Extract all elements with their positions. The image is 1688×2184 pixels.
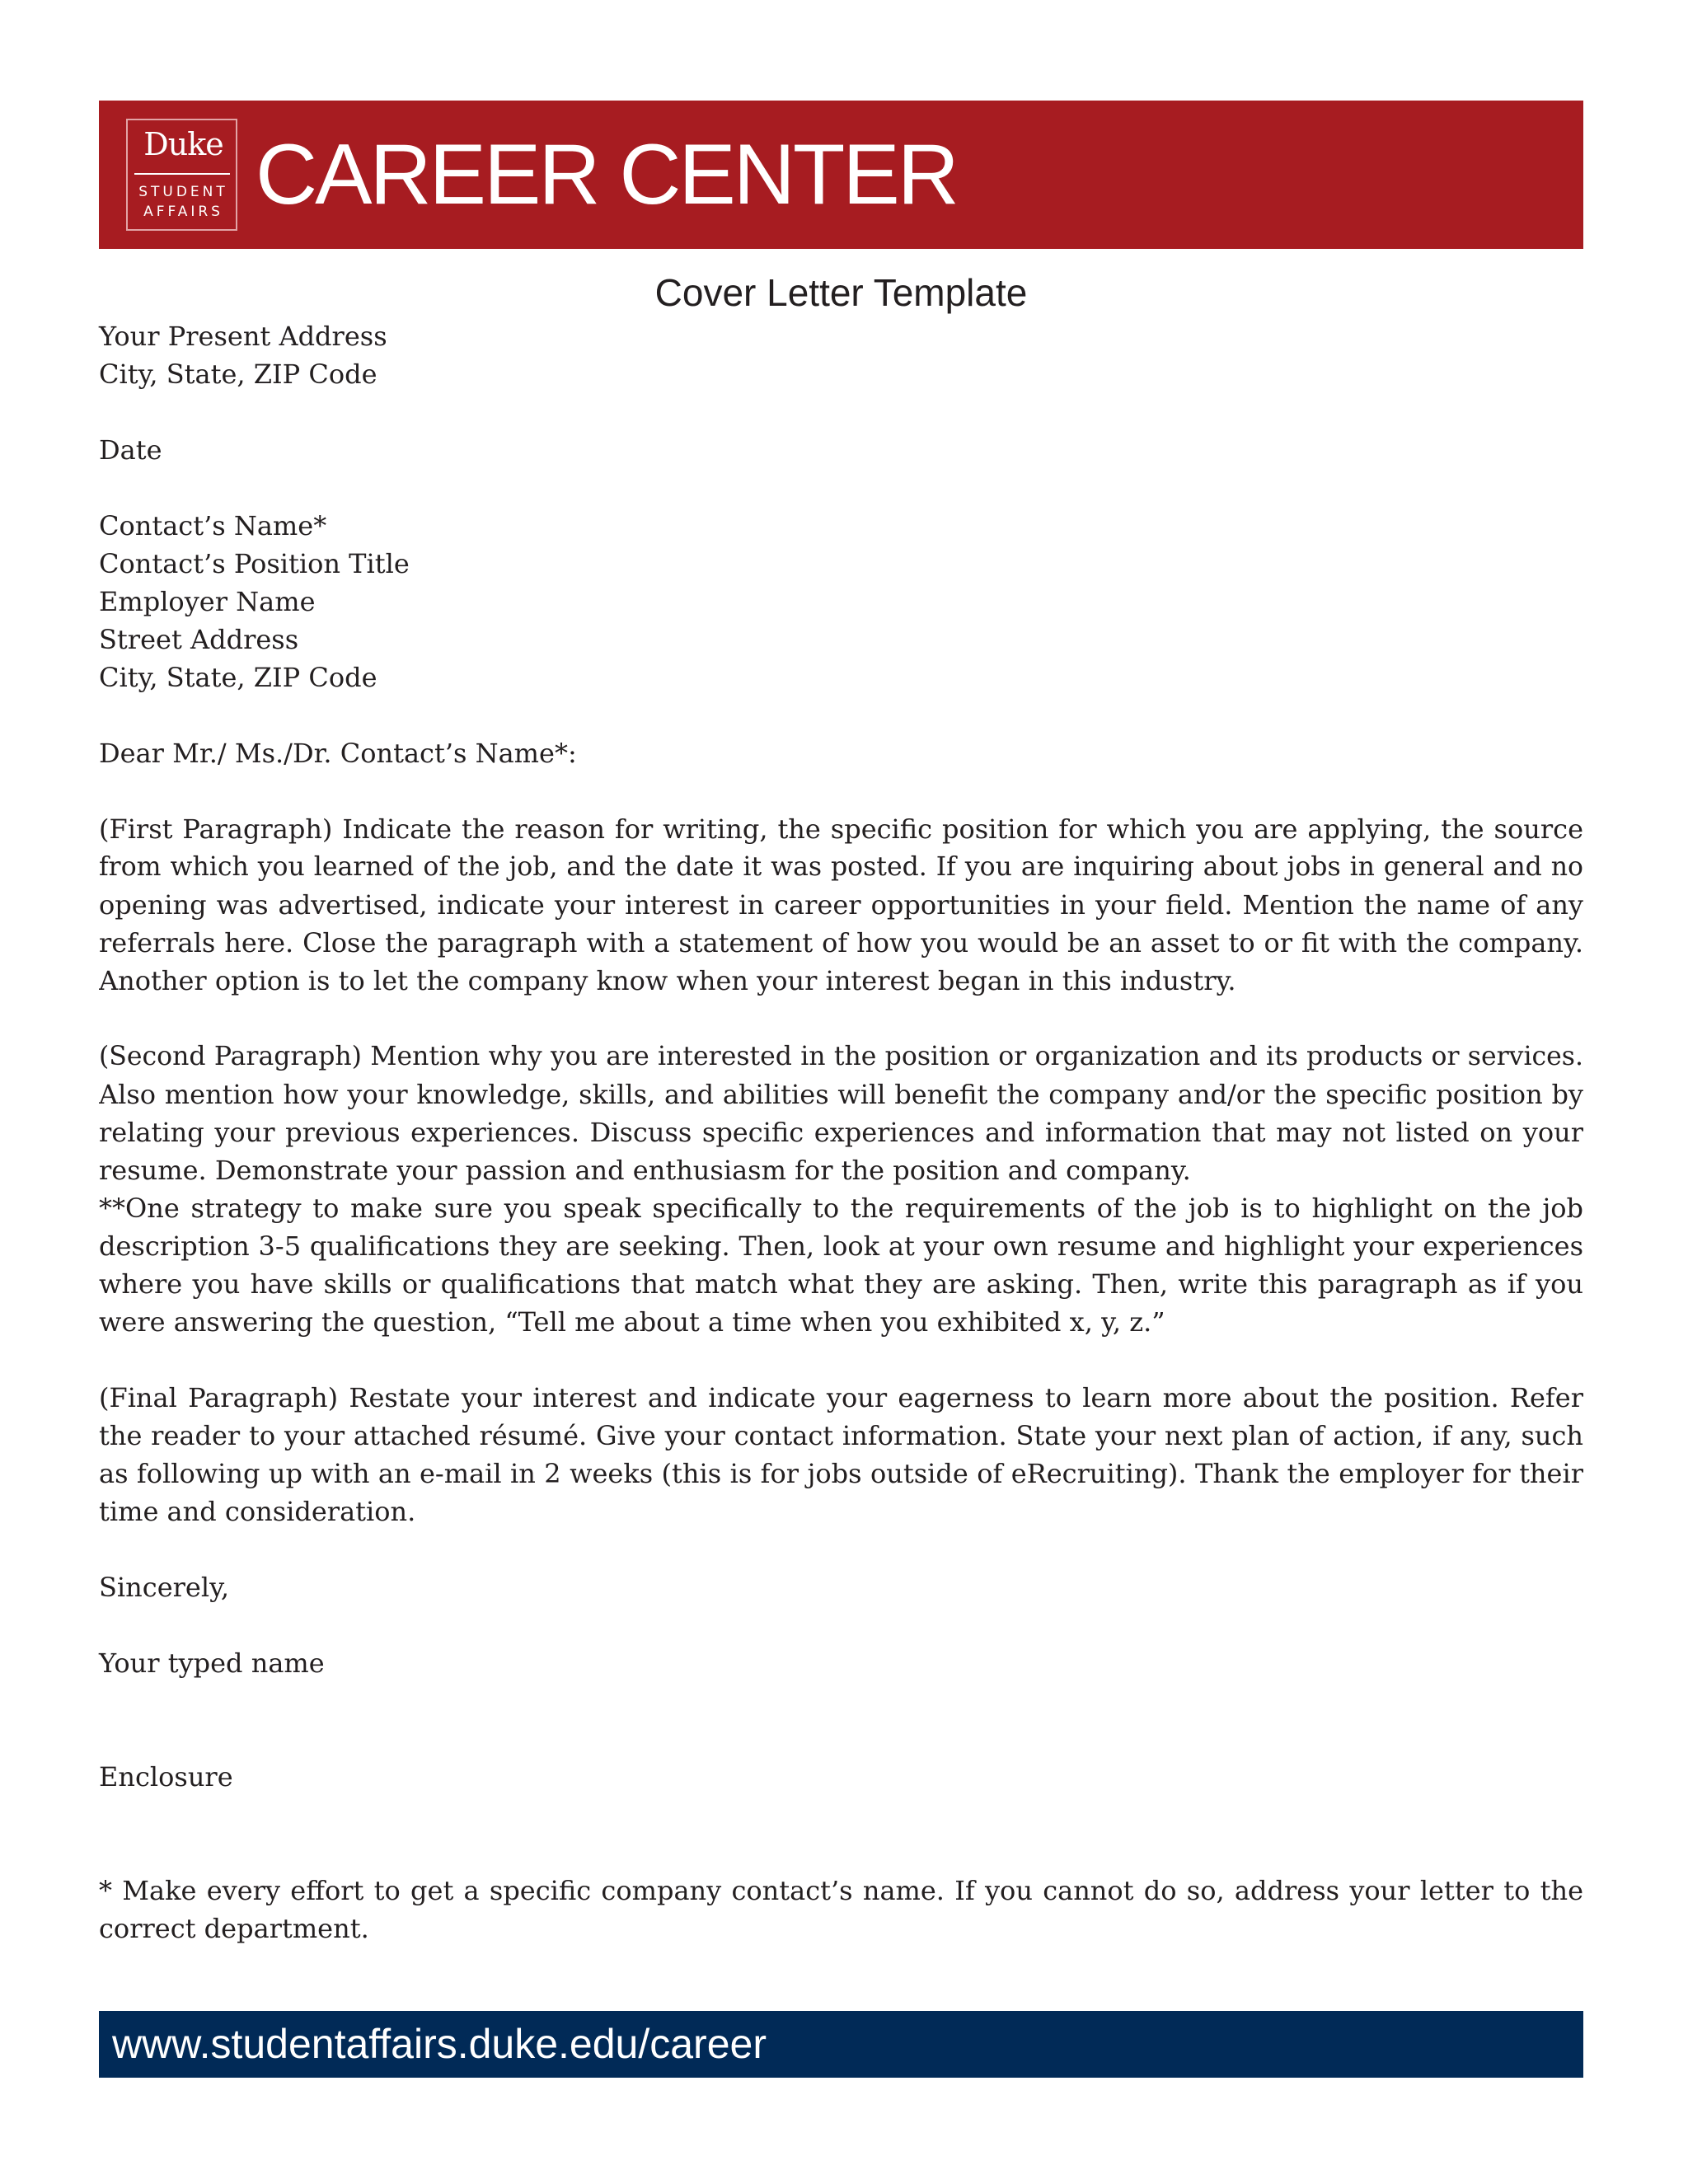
recipient-employer: Employer Name xyxy=(99,586,316,617)
paragraph-line: (Final Paragraph) Restate your interest and indicate your eagerness to learn more about the position. Refer xyxy=(99,1382,1583,1413)
paragraph-line: relating your previous experiences. Discuss specific experiences and information that may not listed on your xyxy=(99,1117,1583,1148)
letter-body xyxy=(99,317,1583,1947)
recipient-position: Contact’s Position Title xyxy=(99,548,410,579)
spacer xyxy=(99,1000,1583,1038)
paragraph-line: resume. Demonstrate your passion and enthusiasm for the position and company. xyxy=(99,1155,1191,1186)
duke-student-affairs-logo xyxy=(126,119,237,231)
enclosure: Enclosure xyxy=(99,1761,233,1793)
spacer xyxy=(99,1606,1583,1644)
salutation: Dear Mr./ Ms./Dr. Contact’s Name*: xyxy=(99,738,577,769)
paragraph-line: where you have skills or qualifications that match what they are asking. Then, write this paragraph as if you xyxy=(99,1268,1583,1300)
logo-divider xyxy=(134,173,230,175)
header-title: CAREER CENTER xyxy=(256,127,957,223)
footnote-line: correct department. xyxy=(99,1913,369,1944)
sender-city: City, State, ZIP Code xyxy=(99,359,377,390)
paragraph-line: referrals here. Close the paragraph with a statement of how you would be an asset to or fit with the company. xyxy=(99,927,1583,958)
first-paragraph xyxy=(99,810,1583,1000)
spacer xyxy=(99,772,1583,810)
paragraph-line: the reader to your attached résumé. Give your contact information. State your next plan of action, if any, such xyxy=(99,1420,1583,1451)
paragraph-line: (First Paragraph) Indicate the reason for writing, the specific position for which you are applying, the source xyxy=(99,813,1583,845)
paragraph-line: (Second Paragraph) Mention why you are interested in the position or organization and its products or services. xyxy=(99,1042,1583,1071)
letter-date: Date xyxy=(99,434,162,466)
second-paragraph-strategy-note xyxy=(99,1189,1583,1341)
paragraph-line: were answering the question, “Tell me about a time when you exhibited x, y, z.” xyxy=(99,1306,1165,1338)
spacer xyxy=(99,1796,1583,1872)
closing: Sincerely, xyxy=(99,1572,230,1603)
paragraph-line: **One strategy to make sure you speak specifically to the requirements of the job is to highlight on the job xyxy=(99,1193,1583,1224)
spacer xyxy=(99,1682,1583,1758)
recipient-street: Street Address xyxy=(99,624,299,655)
logo-affairs-text: AFFAIRS xyxy=(143,204,223,220)
paragraph-line: opening was advertised, indicate your interest in career opportunities in your field. Mention the name of any xyxy=(99,889,1583,921)
spacer xyxy=(99,696,1583,734)
career-website-link[interactable]: www.studentaffairs.duke.edu/career xyxy=(112,2021,767,2067)
document-title: Cover Letter Template xyxy=(654,271,1028,314)
paragraph-line: as following up with an e-mail in 2 weeks (this is for jobs outside of eRecruiting). Thank the employer for their xyxy=(99,1458,1583,1489)
header-banner xyxy=(99,101,1583,249)
sender-address: Your Present Address xyxy=(99,321,387,352)
footnote xyxy=(99,1872,1583,1947)
spacer xyxy=(99,1341,1583,1379)
logo-student-text: STUDENT xyxy=(138,184,228,200)
paragraph-line: from which you learned of the job, and the date it was posted. If you are inquiring about jobs in general and no xyxy=(99,852,1583,882)
recipient-name: Contact’s Name* xyxy=(99,510,327,541)
signature-name: Your typed name xyxy=(99,1647,325,1679)
paragraph-line: Also mention how your knowledge, skills, and abilities will benefit the company and/or the specific position by xyxy=(99,1079,1583,1110)
paragraph-line: time and consideration. xyxy=(99,1496,416,1527)
logo-duke-wordmark: Duke xyxy=(143,126,223,162)
spacer xyxy=(99,393,1583,431)
footer-banner xyxy=(99,2011,1583,2078)
spacer xyxy=(99,1530,1583,1568)
recipient-city: City, State, ZIP Code xyxy=(99,662,377,693)
final-paragraph xyxy=(99,1379,1583,1530)
paragraph-line: Another option is to let the company know when your interest began in this industry. xyxy=(99,965,1236,996)
paragraph-line: description 3-5 qualifications they are seeking. Then, look at your own resume and highlight your experiences xyxy=(99,1230,1583,1262)
spacer xyxy=(99,469,1583,507)
footnote-line: * Make every effort to get a specific company contact’s name. If you cannot do so, address your letter to the xyxy=(99,1875,1583,1906)
second-paragraph xyxy=(99,1038,1583,1189)
